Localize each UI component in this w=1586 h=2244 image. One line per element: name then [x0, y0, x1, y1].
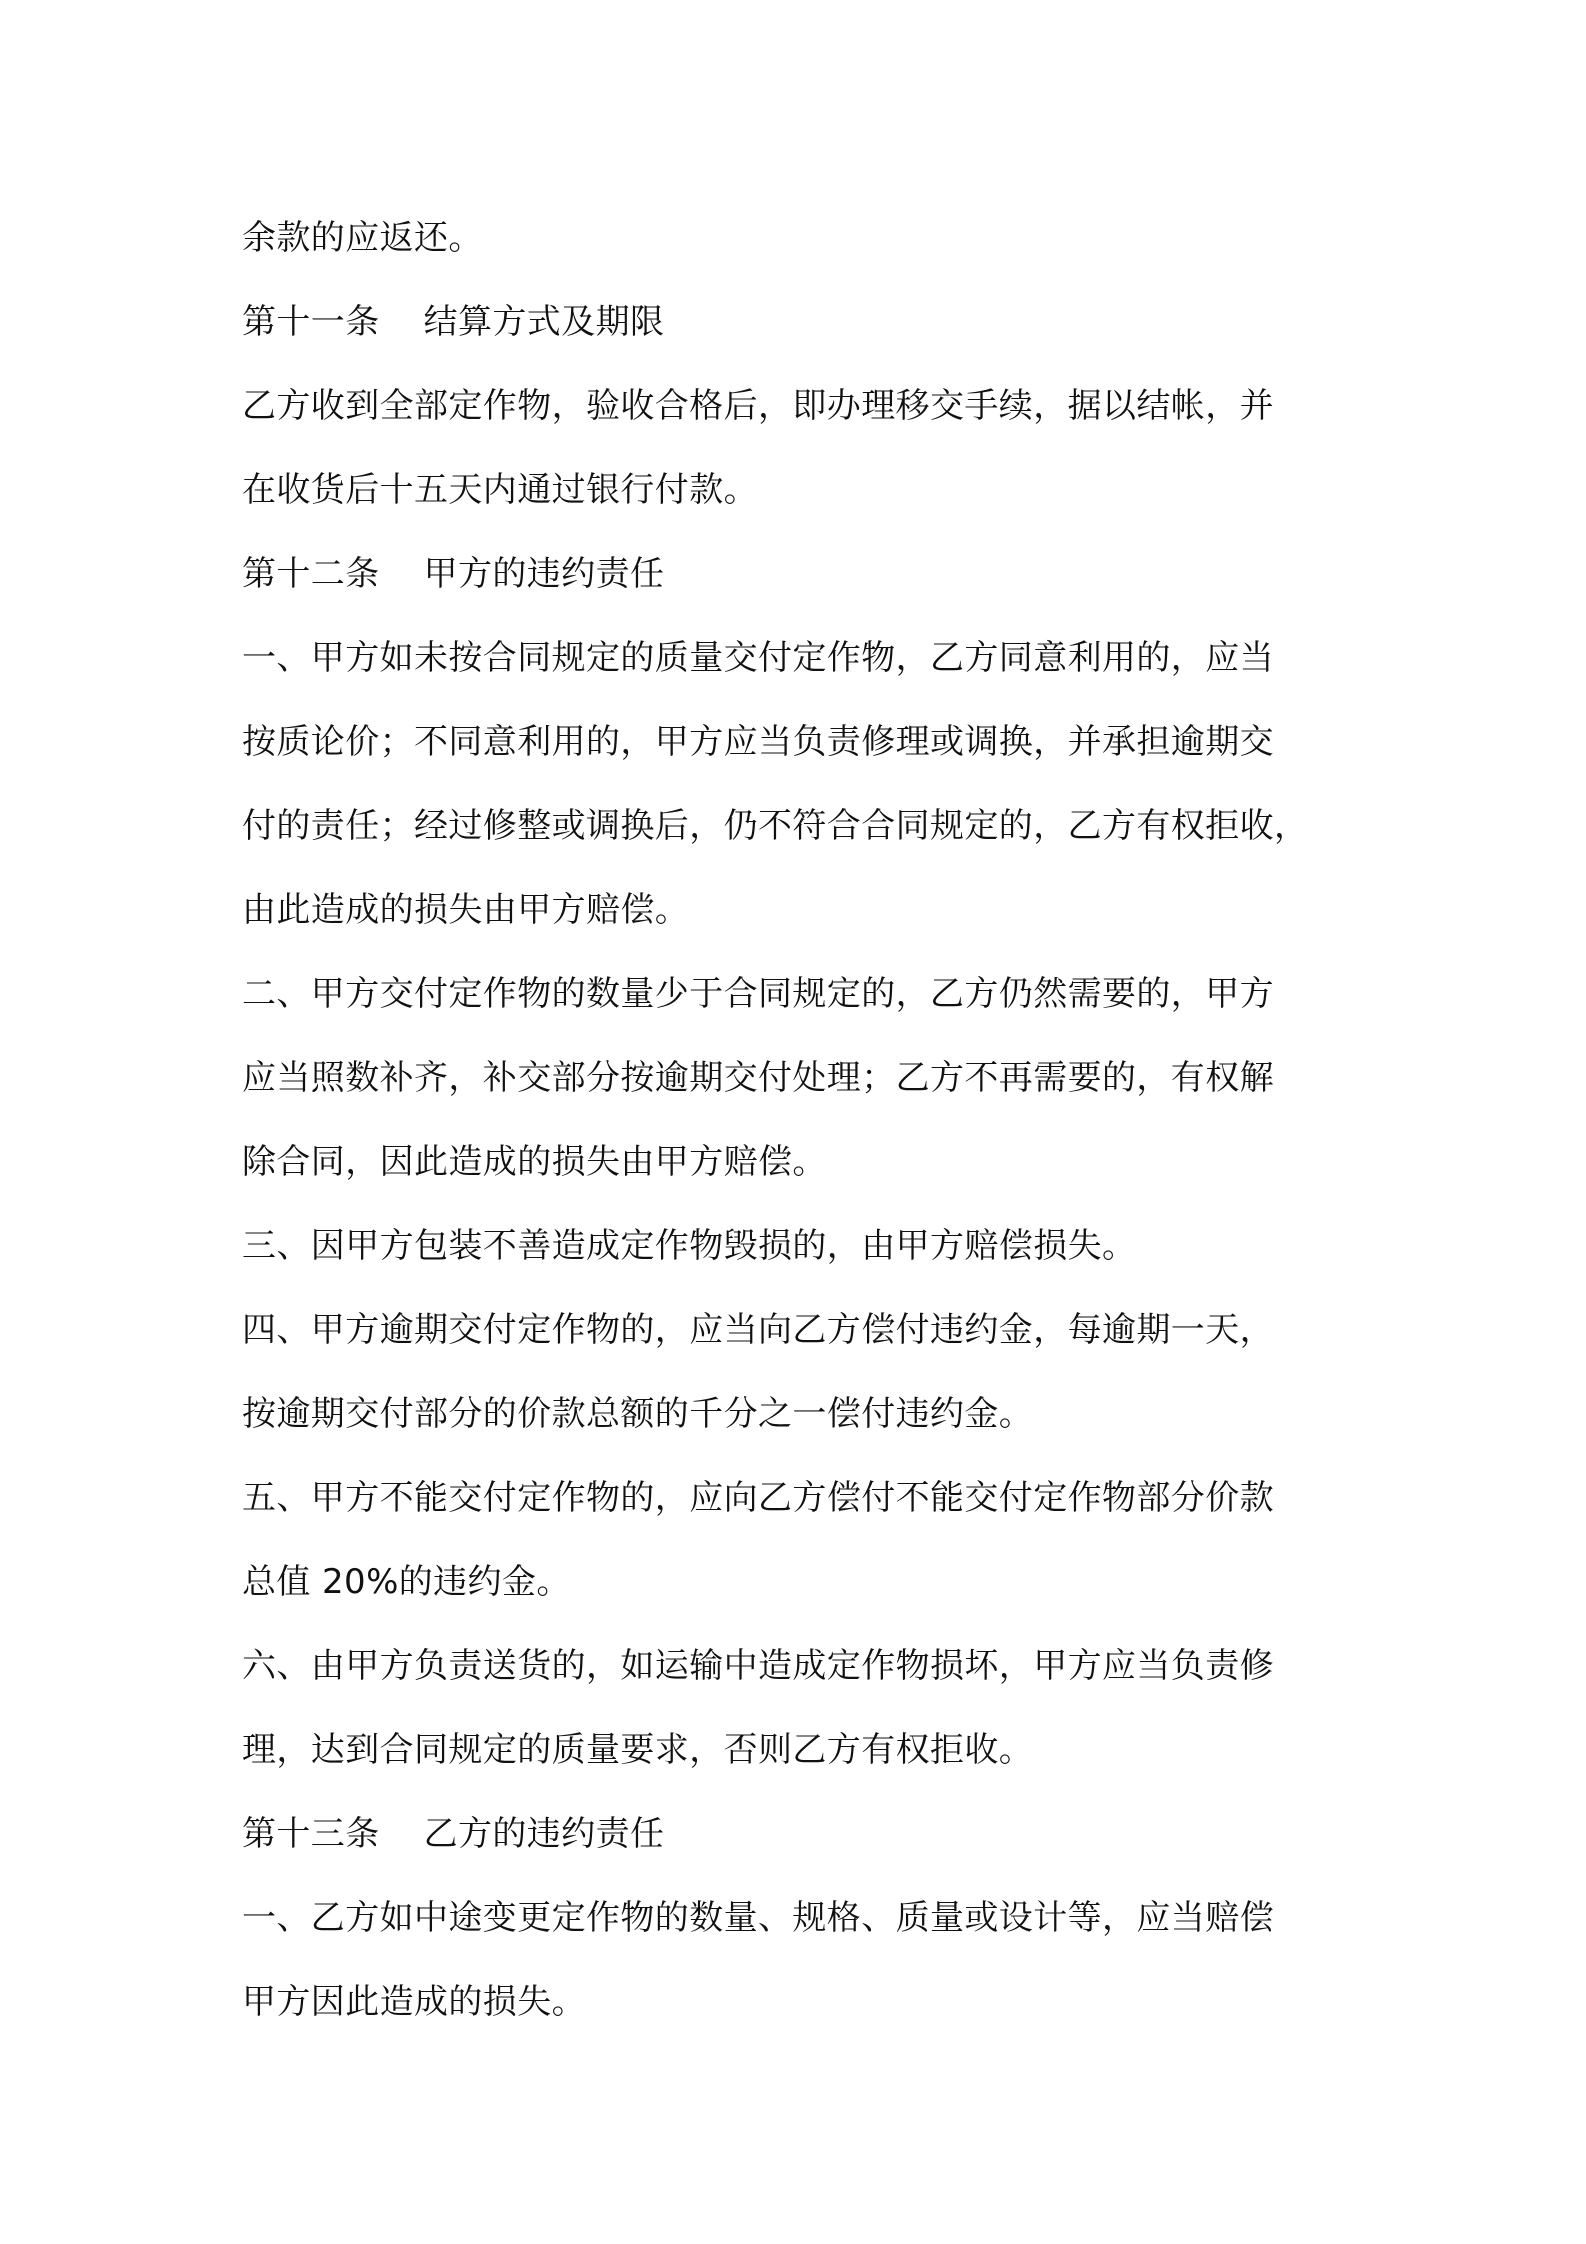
article-title: 结算方式及期限: [423, 302, 665, 342]
text-line: 由此造成的损失由甲方赔偿。: [242, 890, 690, 930]
text-line: 乙方收到全部定作物，验收合格后，即办理移交手续，据以结帐，并: [242, 386, 1274, 426]
text-line: 一、甲方如未按合同规定的质量交付定作物，乙方同意利用的，应当: [242, 638, 1274, 678]
text-line: 按质论价；不同意利用的，甲方应当负责修理或调换，并承担逾期交: [242, 722, 1274, 762]
article-title: 甲方的违约责任: [423, 554, 665, 594]
article-number: 第十二条: [242, 554, 380, 594]
text-line: 在收货后十五天内通过银行付款。: [242, 470, 758, 510]
text-line: 一、乙方如中途变更定作物的数量、规格、质量或设计等，应当赔偿: [242, 1898, 1274, 1938]
article-heading-12: [242, 532, 1358, 616]
text-line: 付的责任；经过修整或调换后，仍不符合合同规定的，乙方有权拒收，: [242, 806, 1309, 846]
text-line: 甲方因此造成的损失。: [242, 1982, 586, 2022]
text-line: 四、甲方逾期交付定作物的，应当向乙方偿付违约金，每逾期一天，: [242, 1310, 1274, 1350]
text-line: 按逾期交付部分的价款总额的千分之一偿付违约金。: [242, 1394, 1034, 1434]
text-line: 理，达到合同规定的质量要求，否则乙方有权拒收。: [242, 1730, 1034, 1770]
text-line: 五、甲方不能交付定作物的，应向乙方偿付不能交付定作物部分价款: [242, 1478, 1274, 1518]
article-title: 乙方的违约责任: [423, 1814, 665, 1854]
document-body: [242, 196, 1358, 2044]
article-heading-13: [242, 1792, 1358, 1876]
article-heading-11: [242, 280, 1358, 364]
text-line: 三、因甲方包装不善造成定作物毁损的，由甲方赔偿损失。: [242, 1226, 1137, 1266]
text-line: 应当照数补齐，补交部分按逾期交付处理；乙方不再需要的，有权解: [242, 1058, 1274, 1098]
text-line: 二、甲方交付定作物的数量少于合同规定的，乙方仍然需要的，甲方: [242, 974, 1274, 1014]
text-line: 余款的应返还。: [242, 218, 483, 258]
text-line: 总值 20%的违约金。: [242, 1562, 571, 1602]
article-number: 第十三条: [242, 1814, 380, 1854]
text-line: 除合同，因此造成的损失由甲方赔偿。: [242, 1142, 827, 1182]
article-number: 第十一条: [242, 302, 380, 342]
text-line: 六、由甲方负责送货的，如运输中造成定作物损坏，甲方应当负责修: [242, 1646, 1274, 1686]
